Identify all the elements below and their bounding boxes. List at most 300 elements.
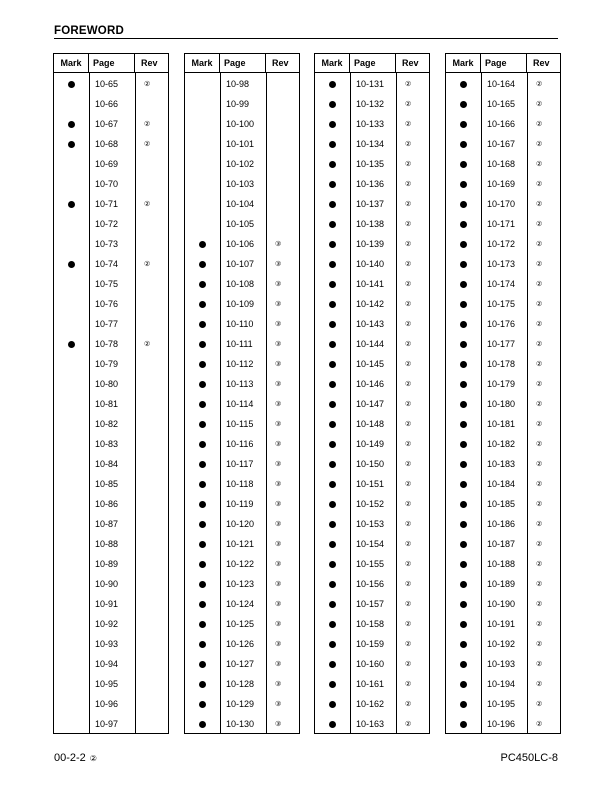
rev-cell: ② [536,201,543,208]
table-row [315,614,429,634]
rev-cell: ③ [275,241,282,248]
rev-cell: ② [405,521,412,528]
mark-cell [446,601,481,608]
table-row [185,674,299,694]
rev-cell: ② [536,581,543,588]
table-row [185,514,299,534]
revised-mark-icon [460,301,467,308]
page-cell: 10-176 [487,319,516,329]
page-cell: 10-117 [226,459,254,469]
rev-cell: ③ [275,341,282,348]
revised-mark-icon [460,261,467,268]
table-row [54,254,168,274]
table-row [54,214,168,234]
revised-mark-icon [329,701,336,708]
revised-mark-icon [329,81,336,88]
page-cell: 10-88 [95,539,119,549]
table-row [54,414,168,434]
table-row [185,154,299,174]
mark-cell [315,241,350,248]
revised-mark-icon [329,561,336,568]
revised-mark-icon [460,501,467,508]
page-cell: 10-165 [487,99,516,109]
revised-mark-icon [199,301,206,308]
page-cell: 10-91 [95,599,119,609]
rev-cell: ② [144,201,151,208]
rev-cell: ③ [275,421,282,428]
page-cell: 10-143 [356,319,385,329]
revised-mark-icon [199,281,206,288]
rev-cell: ③ [275,561,282,568]
revised-mark-icon [460,661,467,668]
mark-cell [446,161,481,168]
page-cell: 10-132 [356,99,385,109]
page-cell: 10-164 [487,79,516,89]
rev-cell: ② [405,701,412,708]
table-row [315,534,429,554]
rev-cell: ② [536,501,543,508]
page-cell: 10-192 [487,639,516,649]
rev-cell: ② [536,461,543,468]
table-row [54,94,168,114]
revised-mark-icon [460,481,467,488]
revised-mark-icon [329,721,336,728]
rev-cell: ③ [275,581,282,588]
revised-mark-icon [329,241,336,248]
table-row [446,134,560,154]
page-cell: 10-173 [487,259,516,269]
rev-cell: ② [405,341,412,348]
mark-cell [446,301,481,308]
mark-cell [185,641,220,648]
table-row [446,694,560,714]
page-cell: 10-182 [487,439,516,449]
page-cell: 10-105 [226,219,255,229]
page-cell: 10-186 [487,519,516,529]
revised-mark-icon [460,561,467,568]
table-row [446,674,560,694]
table-row [54,374,168,394]
table-row [54,714,168,734]
revised-mark-icon [329,181,336,188]
revised-mark-icon [199,701,206,708]
page-cell: 10-134 [356,139,385,149]
page-cell: 10-156 [356,579,385,589]
revised-mark-icon [329,601,336,608]
header-page: Page [350,54,396,72]
page-cell: 10-116 [226,439,254,449]
page-cell: 10-103 [226,179,255,189]
rev-cell: ② [536,121,543,128]
page-cell: 10-101 [226,139,255,149]
page-cell: 10-100 [226,119,255,129]
rev-cell: ③ [275,521,282,528]
page-cell: 10-163 [356,719,385,729]
mark-cell [446,281,481,288]
table-row [54,514,168,534]
page-cell: 10-189 [487,579,516,589]
table-row [185,574,299,594]
table-row [315,134,429,154]
table-row [315,234,429,254]
mark-cell [54,121,89,128]
table-row [446,474,560,494]
header-rev: Rev [402,58,419,68]
table-row [54,474,168,494]
page-cell: 10-76 [95,299,119,309]
revised-mark-icon [460,281,467,288]
page-cell: 10-113 [226,379,254,389]
page-cell: 10-68 [95,139,119,149]
mark-cell [315,381,350,388]
page-cell: 10-179 [487,379,516,389]
mark-cell [185,521,220,528]
rev-cell: ② [405,481,412,488]
rev-cell: ③ [275,481,282,488]
rev-cell: ② [536,601,543,608]
rev-cell: ③ [275,461,282,468]
mark-cell [315,101,350,108]
page-cell: 10-92 [95,619,119,629]
mark-cell [315,121,350,128]
page-cell: 10-107 [226,259,255,269]
rev-cell: ③ [275,381,282,388]
mark-cell [315,221,350,228]
revised-mark-icon [329,661,336,668]
rev-cell: ② [405,721,412,728]
table-row [315,554,429,574]
revised-mark-icon [329,281,336,288]
page-cell: 10-137 [356,199,385,209]
table-row [446,614,560,634]
rev-cell: ② [405,461,412,468]
page-cell: 10-193 [487,659,516,669]
page-cell: 10-162 [356,699,385,709]
rev-cell: ② [405,401,412,408]
table-row [54,654,168,674]
page-cell: 10-136 [356,179,385,189]
page-cell: 10-72 [95,219,119,229]
table-row [185,554,299,574]
page-cell: 10-181 [487,419,516,429]
table-row [315,414,429,434]
page-cell: 10-183 [487,459,516,469]
rev-cell: ② [405,221,412,228]
rev-cell: ② [405,641,412,648]
rev-cell: ② [536,621,543,628]
mark-cell [446,121,481,128]
table-row [446,554,560,574]
page-cell: 10-178 [487,359,516,369]
table-row [185,454,299,474]
page-cell: 10-131 [356,79,385,89]
revised-mark-icon [460,161,467,168]
page-cell: 10-119 [226,499,254,509]
revised-mark-icon [329,261,336,268]
rev-cell: ② [536,321,543,328]
table-row [446,74,560,94]
page-cell: 10-81 [95,399,119,409]
revised-mark-icon [329,521,336,528]
revised-mark-icon [460,141,467,148]
table-row [185,254,299,274]
revised-mark-icon [199,261,206,268]
page-cell: 10-155 [356,559,385,569]
page-cell: 10-191 [487,619,516,629]
revised-mark-icon [460,581,467,588]
mark-cell [185,661,220,668]
table-row [446,314,560,334]
table-row [315,214,429,234]
mark-cell [185,481,220,488]
table-row [185,214,299,234]
revised-mark-icon [199,681,206,688]
page-cell: 10-87 [95,519,119,529]
mark-cell [185,401,220,408]
table-row [185,234,299,254]
mark-cell [446,341,481,348]
mark-cell [446,221,481,228]
table-row [315,174,429,194]
rev-cell: ② [405,321,412,328]
page-cell: 10-82 [95,419,119,429]
revised-mark-icon [329,501,336,508]
revised-mark-icon [460,201,467,208]
header-rev: Rev [533,58,550,68]
rev-cell: ② [405,601,412,608]
table-row [54,634,168,654]
table-row [54,114,168,134]
table-row [315,714,429,734]
revised-mark-icon [329,341,336,348]
rev-cell: ③ [275,641,282,648]
page-cell: 10-69 [95,159,119,169]
page-cell: 10-133 [356,119,385,129]
table-row [315,694,429,714]
table-row [446,434,560,454]
header-page: Page [220,54,266,72]
revised-mark-icon [199,481,206,488]
table-row [185,634,299,654]
table-row [446,194,560,214]
revised-mark-icon [329,381,336,388]
page-cell: 10-172 [487,239,516,249]
revised-mark-icon [329,441,336,448]
page-cell: 10-180 [487,399,516,409]
revised-mark-icon [460,701,467,708]
table-row [315,314,429,334]
page-cell: 10-109 [226,299,255,309]
page-cell: 10-99 [226,99,250,109]
table-row [446,274,560,294]
revised-mark-icon [460,401,467,408]
table-row [446,214,560,234]
revised-mark-icon [199,381,206,388]
page-cell: 10-140 [356,259,385,269]
table-row [54,134,168,154]
table-row [315,474,429,494]
mark-cell [315,141,350,148]
mark-cell [446,141,481,148]
page-cell: 10-115 [226,419,254,429]
page-cell: 10-89 [95,559,119,569]
table-row [54,614,168,634]
table-row [54,74,168,94]
mark-cell [446,581,481,588]
revised-mark-icon [329,641,336,648]
table-row [54,454,168,474]
mark-cell [315,541,350,548]
revised-mark-icon [460,461,467,468]
table-row [315,514,429,534]
mark-cell [315,261,350,268]
footer-page-number [54,752,97,764]
rev-cell: ③ [275,261,282,268]
table-header [446,54,560,73]
rev-cell: ② [536,381,543,388]
rev-cell: ② [536,161,543,168]
revised-mark-icon [329,101,336,108]
page-cell: 10-161 [356,679,385,689]
revised-mark-icon [460,541,467,548]
table-row [315,494,429,514]
mark-cell [315,401,350,408]
mark-cell [315,461,350,468]
mark-cell [446,441,481,448]
rev-cell: ② [405,161,412,168]
mark-cell [315,201,350,208]
mark-cell [185,441,220,448]
table-row [185,394,299,414]
table-row [185,134,299,154]
mark-cell [446,241,481,248]
rev-cell: ② [405,141,412,148]
rev-cell: ② [536,341,543,348]
rev-cell: ② [536,701,543,708]
revised-mark-icon [460,241,467,248]
page-cell: 10-108 [226,279,255,289]
revised-mark-icon [460,361,467,368]
rev-cell: ② [405,561,412,568]
mark-cell [185,361,220,368]
mark-cell [446,421,481,428]
table-row [446,594,560,614]
table-row [446,454,560,474]
table-body [315,74,429,734]
mark-cell [185,721,220,728]
rev-cell: ② [536,661,543,668]
mark-cell [446,201,481,208]
page-cell: 10-96 [95,699,119,709]
table-row [446,394,560,414]
revised-mark-icon [199,581,206,588]
page-cell: 10-166 [487,119,516,129]
page-cell: 10-65 [95,79,119,89]
page-cell: 10-95 [95,679,119,689]
mark-cell [315,521,350,528]
header-rev: Rev [272,58,289,68]
rev-cell: ③ [275,661,282,668]
rev-cell: ② [405,501,412,508]
rev-cell: ③ [275,441,282,448]
rev-cell: ② [536,421,543,428]
mark-cell [315,341,350,348]
revised-mark-icon [199,561,206,568]
rev-cell: ② [405,301,412,308]
page-cell: 10-74 [95,259,119,269]
mark-cell [315,501,350,508]
revised-mark-icon [460,441,467,448]
page-cell: 10-135 [356,159,385,169]
table-row [54,494,168,514]
page-cell: 10-126 [226,639,255,649]
revised-mark-icon [199,341,206,348]
table-row [185,714,299,734]
rev-cell: ② [405,121,412,128]
mark-cell [315,581,350,588]
page-cell: 10-154 [356,539,385,549]
page-cell: 10-147 [356,399,385,409]
rev-cell: ② [536,481,543,488]
mark-cell [315,721,350,728]
rev-cell: ② [536,101,543,108]
mark-cell [446,721,481,728]
rev-cell: ③ [275,621,282,628]
revised-mark-icon [199,461,206,468]
rev-cell: ③ [275,501,282,508]
table-header [315,54,429,73]
rev-cell: ② [405,201,412,208]
page-cell: 10-70 [95,179,119,189]
page-cell: 10-153 [356,519,385,529]
table-row [315,194,429,214]
rev-cell: ② [144,81,151,88]
table-row [54,394,168,414]
rev-cell: ② [144,141,151,148]
table-body [185,74,299,734]
revised-mark-icon [460,621,467,628]
revised-mark-icon [329,421,336,428]
page-cell: 10-138 [356,219,385,229]
page-cell: 10-148 [356,419,385,429]
revised-mark-icon [460,181,467,188]
page-cell: 10-90 [95,579,119,589]
revised-mark-icon [199,441,206,448]
table-row [315,254,429,274]
table-row [446,254,560,274]
mark-cell [185,301,220,308]
mark-cell [185,581,220,588]
mark-cell [315,681,350,688]
revised-mark-icon [329,141,336,148]
table-row [185,434,299,454]
page-cell: 10-157 [356,599,385,609]
mark-cell [446,501,481,508]
table-row [185,494,299,514]
table-row [54,194,168,214]
page-cell: 10-139 [356,239,385,249]
mark-cell [446,461,481,468]
mark-cell [185,461,220,468]
table-row [446,154,560,174]
revision-table [53,53,169,734]
table-row [185,414,299,434]
rev-cell: ② [405,681,412,688]
page-cell: 10-167 [487,139,516,149]
page-cell: 10-196 [487,719,516,729]
rev-cell: ③ [275,541,282,548]
header-page: Page [481,54,527,72]
